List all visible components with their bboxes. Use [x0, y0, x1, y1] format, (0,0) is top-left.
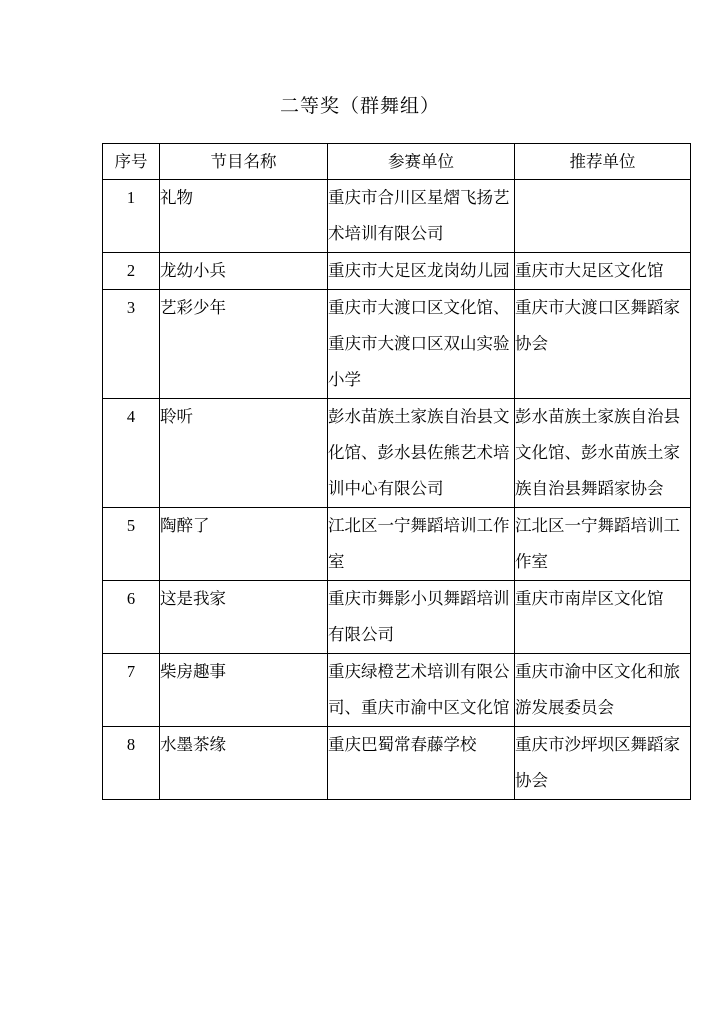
cell-participating-unit: 重庆市合川区星熠飞扬艺术培训有限公司	[328, 180, 515, 253]
cell-participating-unit: 重庆市大足区龙岗幼儿园	[328, 253, 515, 290]
awards-table	[102, 143, 691, 800]
cell-recommending-unit: 江北区一宁舞蹈培训工作室	[515, 508, 691, 581]
table-row	[103, 581, 691, 654]
table-row	[103, 399, 691, 508]
cell-program-name: 水墨茶缘	[160, 727, 328, 800]
cell-program-name: 龙幼小兵	[160, 253, 328, 290]
cell-no: 7	[103, 654, 160, 727]
page-title: 二等奖（群舞组）	[279, 95, 440, 117]
table-row	[103, 727, 691, 800]
cell-no: 2	[103, 253, 160, 290]
cell-no: 4	[103, 399, 160, 508]
cell-participating-unit: 重庆市大渡口区文化馆、重庆市大渡口区双山实验小学	[328, 290, 515, 399]
cell-no: 6	[103, 581, 160, 654]
cell-recommending-unit: 重庆市渝中区文化和旅游发展委员会	[515, 654, 691, 727]
cell-program-name: 陶醉了	[160, 508, 328, 581]
cell-recommending-unit: 重庆市沙坪坝区舞蹈家协会	[515, 727, 691, 800]
cell-program-name: 这是我家	[160, 581, 328, 654]
header-program-name: 节目名称	[160, 144, 328, 180]
cell-recommending-unit: 重庆市大渡口区舞蹈家协会	[515, 290, 691, 399]
cell-participating-unit: 彭水苗族土家族自治县文化馆、彭水县佐熊艺术培训中心有限公司	[328, 399, 515, 508]
cell-program-name: 聆听	[160, 399, 328, 508]
header-recommending-unit: 推荐单位	[515, 144, 691, 180]
header-participating-unit: 参赛单位	[328, 144, 515, 180]
cell-recommending-unit	[515, 180, 691, 253]
cell-no: 3	[103, 290, 160, 399]
cell-program-name: 礼物	[160, 180, 328, 253]
table-row	[103, 654, 691, 727]
header-no: 序号	[103, 144, 160, 180]
cell-participating-unit: 江北区一宁舞蹈培训工作室	[328, 508, 515, 581]
table-header-row	[103, 144, 691, 180]
cell-no: 8	[103, 727, 160, 800]
table-row	[103, 180, 691, 253]
cell-recommending-unit: 重庆市大足区文化馆	[515, 253, 691, 290]
table-row	[103, 508, 691, 581]
cell-participating-unit: 重庆绿橙艺术培训有限公司、重庆市渝中区文化馆	[328, 654, 515, 727]
table-row	[103, 253, 691, 290]
cell-program-name: 柴房趣事	[160, 654, 328, 727]
cell-recommending-unit: 重庆市南岸区文化馆	[515, 581, 691, 654]
table-row	[103, 290, 691, 399]
cell-participating-unit: 重庆巴蜀常春藤学校	[328, 727, 515, 800]
cell-program-name: 艺彩少年	[160, 290, 328, 399]
cell-no: 1	[103, 180, 160, 253]
cell-participating-unit: 重庆市舞影小贝舞蹈培训有限公司	[328, 581, 515, 654]
cell-recommending-unit: 彭水苗族土家族自治县文化馆、彭水苗族土家族自治县舞蹈家协会	[515, 399, 691, 508]
cell-no: 5	[103, 508, 160, 581]
